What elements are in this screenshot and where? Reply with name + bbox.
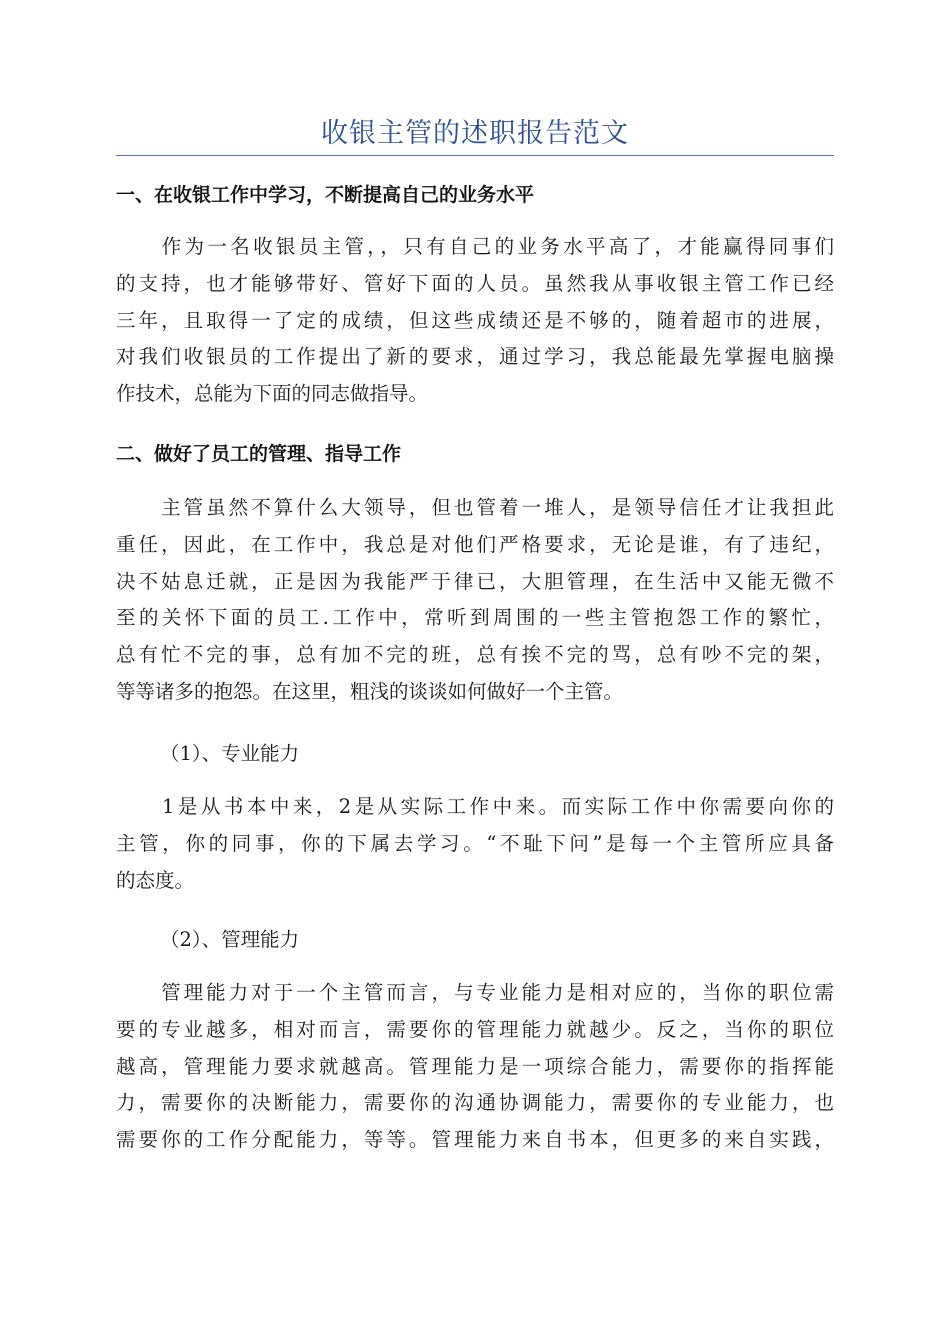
paragraph-line: 对我们收银员的工作提出了新的要求，通过学习，我总能最先掌握电脑操 [116,345,834,369]
paragraph-line: 至的关怀下面的员工.工作中，常听到周围的一些主管抱怨工作的繁忙， [116,606,834,630]
title-underline [116,155,834,156]
paragraph-line: 1是从书本中来，2是从实际工作中来。而实际工作中你需要向你的 [116,795,834,818]
paragraph-line: 作技术，总能为下面的同志做指导。 [116,382,429,406]
paragraph-line: 力，需要你的决断能力，需要你的沟通协调能力，需要你的专业能力，也 [116,1091,834,1115]
paragraph-line: 要的专业越多，相对而言，需要你的管理能力就越少。反之，当你的职位 [116,1017,834,1041]
subsection-2-paragraph [116,975,834,1159]
paragraph-line: 需要你的工作分配能力，等等。管理能力来自书本，但更多的来自实践， [116,1128,834,1152]
subsection-1-paragraph [116,789,834,899]
paragraph-line: 的态度。 [116,868,195,892]
paragraph-line: 主管，你的同事，你的下属去学习。“不耻下问”是每一个主管所应具备 [116,831,834,855]
paragraph-line: 决不姑息迁就，正是因为我能严于律已，大胆管理，在生活中又能无微不 [116,569,834,593]
paragraph-line: 三年，且取得一了定的成绩，但这些成绩还是不够的，随着超市的进展， [116,308,834,332]
paragraph-line: 作为一名收银员主管，，只有自己的业务水平高了，才能赢得同事们 [116,235,834,258]
paragraph-line: 重任，因此，在工作中，我总是对他们严格要求，无论是谁，有了违纪， [116,532,834,556]
paragraph-line: 管理能力对于一个主管而言，与专业能力是相对应的，当你的职位需 [116,981,834,1004]
paragraph-line: 等等诸多的抱怨。在这里，粗浅的谈谈如何做好一个主管。 [116,679,624,703]
document-title: 收银主管的述职报告范文 [321,118,629,149]
subsection-heading-1: （1）、专业能力 [160,742,300,765]
section-heading-2: 二、做好了员工的管理、指导工作 [116,443,402,465]
section-heading-1: 一、在收银工作中学习，不断提高自己的业务水平 [116,184,535,206]
paragraph-line: 的支持，也才能够带好、管好下面的人员。虽然我从事收银主管工作已经 [116,271,834,295]
paragraph-line: 总有忙不完的事，总有加不完的班，总有挨不完的骂，总有吵不完的架， [116,643,834,667]
subsection-heading-2: （2）、管理能力 [160,928,300,951]
section-1-paragraph [116,229,834,413]
paragraph-line: 越高，管理能力要求就越高。管理能力是一项综合能力，需要你的指挥能 [116,1054,834,1078]
section-2-paragraph [116,490,834,711]
paragraph-line: 主管虽然不算什么大领导，但也管着一堆人，是领导信任才让我担此 [116,496,834,519]
